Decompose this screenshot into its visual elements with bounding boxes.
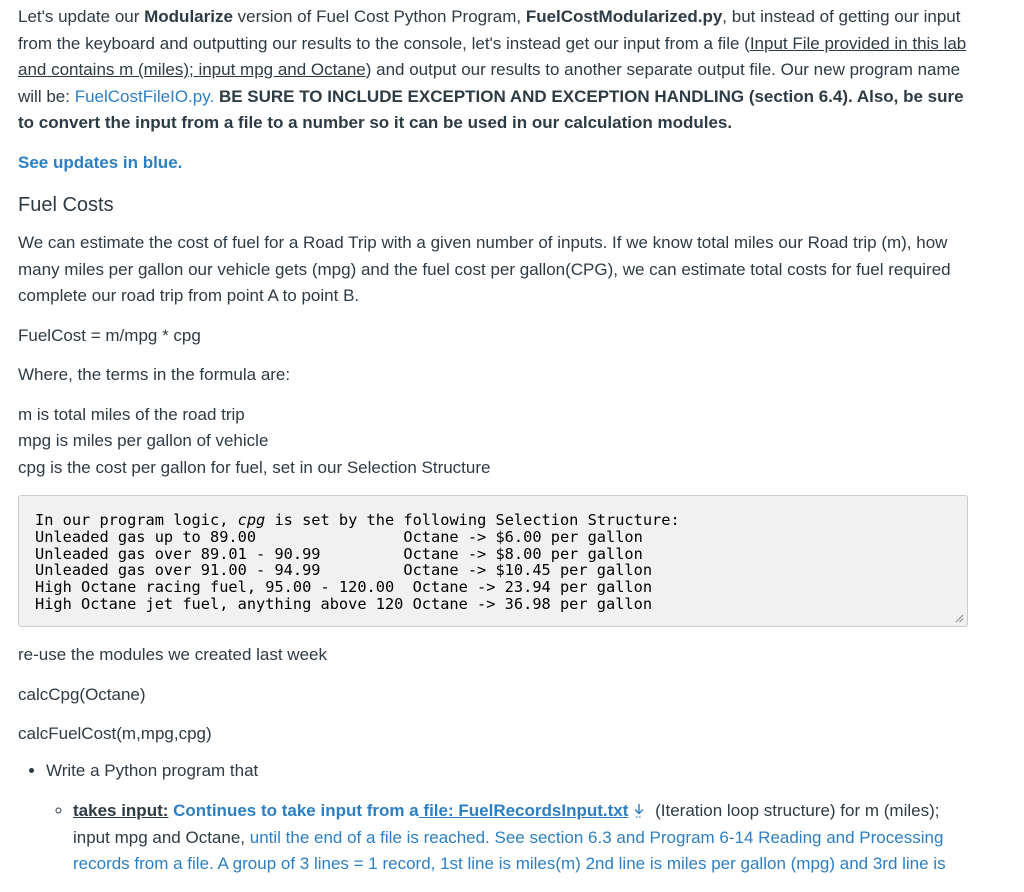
intro-text: , but instead of getting our input from the keyboard and outputting our results to the console, let's instead get our input from a file ( bbox=[18, 7, 961, 53]
code-line: Unleaded gas up to 89.00 Octane -> $6.00 per gallon bbox=[35, 527, 643, 546]
module-calcfuelcost: calcFuelCost(m,mpg,cpg) bbox=[18, 724, 212, 743]
program-filename: FuelCostModularized.py bbox=[525, 7, 723, 26]
bullet-text: Write a Python program that bbox=[46, 760, 259, 780]
terms-list bbox=[18, 402, 1018, 482]
intro-text: version of Fuel Cost Python Program, bbox=[232, 7, 526, 26]
code-line: is set by the following Selection Structure: bbox=[265, 511, 680, 529]
code-block[interactable] bbox=[18, 495, 968, 627]
instructions-list bbox=[18, 758, 1018, 878]
term-m: m is total miles of the road trip bbox=[18, 404, 245, 424]
download-icon[interactable] bbox=[632, 802, 646, 818]
list-item bbox=[46, 758, 1018, 878]
sub-list bbox=[46, 798, 1018, 878]
intro-text: Let's update our bbox=[18, 7, 145, 26]
section-heading: Fuel Costs bbox=[18, 194, 114, 216]
code-line: High Octane racing fuel, 95.00 - 120.00 Octane -> 23.94 per gallon bbox=[35, 578, 653, 597]
description-paragraph: We can estimate the cost of fuel for a Road Trip with a given number of inputs. If we know total miles our Road trip (m), how many miles per gallon our vehicle gets (mpg) and the fuel cost per gallon(CPG), we can estimate total costs for fuel required complete our road trip from point A to point B. bbox=[18, 233, 951, 305]
input-file-link[interactable]: Input File provided in this lab and contains m (miles); input mpg and Octane bbox=[18, 33, 967, 79]
list-item bbox=[73, 798, 973, 878]
input-file-download-link[interactable]: file: FuelRecordsInput.txt bbox=[418, 801, 629, 820]
code-text bbox=[35, 512, 951, 613]
code-line: In our program logic, bbox=[35, 511, 238, 529]
modularize-term: Modularize bbox=[144, 7, 233, 26]
exception-note: BE SURE TO INCLUDE EXCEPTION AND EXCEPTION HANDLING (section 6.4). Also, be sure to convert the input from a file to a number so it can be used in our calculation modules. bbox=[18, 86, 964, 132]
sub-text: until the end of a file is reached. See section 6.3 and Program 6-14 Reading and Processing records from a file. A group of 3 lines = 1 record, 1st line is miles(m) 2nd line is miles per gallon (mpg) and 3rd line is bbox=[73, 827, 946, 873]
code-cpg-term: cpg bbox=[237, 511, 266, 529]
takes-input-label: takes input: bbox=[73, 801, 169, 820]
reuse-note: re-use the modules we created last week bbox=[18, 645, 327, 664]
sub-text: Continues to take input from a bbox=[168, 801, 419, 820]
term-cpg: cpg is the cost per gallon for fuel, set in our Selection Structure bbox=[18, 457, 491, 477]
code-line: High Octane jet fuel, anything above 120 Octane -> 36.98 per gallon bbox=[35, 594, 653, 613]
term-mpg: mpg is miles per gallon of vehicle bbox=[18, 431, 269, 450]
module-calccpg: calcCpg(Octane) bbox=[18, 684, 146, 704]
formula: FuelCost = m/mpg * cpg bbox=[18, 325, 201, 345]
intro-paragraph bbox=[18, 4, 978, 137]
code-line: Unleaded gas over 91.00 - 94.99 Octane -> $10.45 per gallon bbox=[35, 561, 653, 580]
updates-note: See updates in blue. bbox=[18, 152, 183, 172]
new-program-name: FuelCostFileIO.py. bbox=[74, 86, 215, 106]
sub-text: (Iteration loop structure) for m (miles); input mpg and Octane, bbox=[73, 801, 940, 847]
terms-intro: Where, the terms in the formula are: bbox=[18, 365, 291, 384]
code-line: Unleaded gas over 89.01 - 90.99 Octane -> $8.00 per gallon bbox=[35, 544, 643, 563]
resize-grip-icon[interactable] bbox=[955, 614, 964, 623]
intro-text: ) and output our results to another separate output file. Our new program name will be: bbox=[18, 60, 961, 106]
